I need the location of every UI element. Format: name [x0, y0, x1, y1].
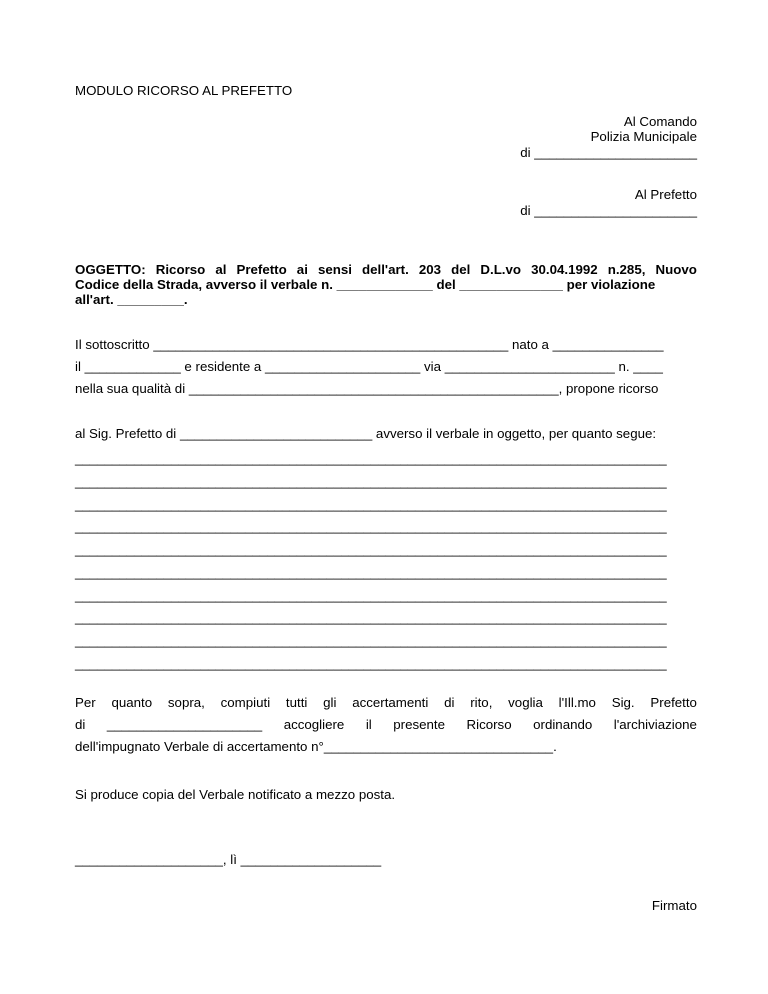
blank-line: ________________________________________________________________________________ — [75, 519, 667, 534]
blank-line: ________________________________________________________________________________ — [75, 451, 667, 466]
oggetto-line1 — [75, 262, 697, 278]
conclusion-line1-word: quanto — [111, 695, 153, 710]
oggetto-word: 203 — [418, 262, 442, 277]
recipient-prefetto-line1: Al Prefetto — [634, 187, 697, 202]
oggetto-word: dell'art. — [362, 262, 409, 277]
conclusion-line1-word: Per — [75, 695, 96, 710]
oggetto-word: sensi — [317, 262, 352, 277]
conclusion-line2-word: ordinando — [533, 717, 593, 732]
oggetto-word: al — [215, 262, 227, 277]
oggetto-word: OGGETTO: — [75, 262, 146, 277]
conclusion-line1-word: Prefetto — [650, 695, 697, 710]
luogo-data-line: ____________________, lì ___________________ — [75, 852, 382, 867]
conclusion-line1-word: l'Ill.mo — [558, 695, 596, 710]
conclusion-line1-word: di — [444, 695, 455, 710]
oggetto-word: Prefetto — [236, 262, 287, 277]
conclusion-line1-word: compiuti — [220, 695, 271, 710]
blank-line: ________________________________________________________________________________ — [75, 610, 667, 625]
oggetto-word: del — [451, 262, 471, 277]
conclusion-line1-word: tutti — [285, 695, 308, 710]
oggetto-line3: all'art. _________. — [75, 292, 188, 307]
oggetto-word: Ricorso — [155, 262, 206, 277]
recipient-comando-line2: Polizia Municipale — [590, 129, 697, 144]
conclusion-line2-word: presente — [393, 717, 446, 732]
conclusion-line2 — [75, 717, 697, 733]
blank-line: ________________________________________________________________________________ — [75, 474, 667, 489]
oggetto-line2: Codice della Strada, avverso il verbale n. _____________ del ______________ per violazione — [75, 277, 656, 292]
conclusion-line1-word: voglia — [508, 695, 543, 710]
conclusion-line2-word: accogliere — [283, 717, 345, 732]
recipient-comando-line1: Al Comando — [623, 114, 697, 129]
conclusion-line1 — [75, 695, 697, 711]
conclusion-line2-word: il — [365, 717, 372, 732]
document-title: MODULO RICORSO AL PREFETTO — [75, 83, 293, 98]
conclusion-line2-word: di — [75, 717, 86, 732]
conclusion-line1-word: gli — [323, 695, 337, 710]
recipient-comando-line3: di ______________________ — [520, 145, 697, 160]
sottoscritto-line: Il sottoscritto ________________________________________________ nato a _______________ — [75, 337, 664, 352]
oggetto-word: 30.04.1992 — [531, 262, 598, 277]
prefetto-line: al Sig. Prefetto di __________________________ avverso il verbale in oggetto, per quanto segue: — [75, 426, 657, 441]
conclusion-line1-word: sopra, — [167, 695, 205, 710]
blank-line: ________________________________________________________________________________ — [75, 633, 667, 648]
recipient-prefetto-line2: di ______________________ — [520, 203, 697, 218]
conclusion-line1-word: accertamenti — [352, 695, 429, 710]
conclusion-line2-word: l'archiviazione — [613, 717, 697, 732]
residente-line: il _____________ e residente a _____________________ via _______________________ n. ____ — [75, 359, 663, 374]
signature-label: Firmato — [651, 898, 697, 913]
oggetto-word: D.L.vo — [480, 262, 522, 277]
conclusion-line1-word: Sig. — [611, 695, 635, 710]
qualita-line: nella sua qualità di __________________________________________________, propone ricorso — [75, 381, 659, 396]
copia-line: Si produce copia del Verbale notificato a mezzo posta. — [75, 787, 396, 802]
conclusion-line3: dell'impugnato Verbale di accertamento n°_______________________________. — [75, 739, 557, 754]
blank-line: ________________________________________________________________________________ — [75, 565, 667, 580]
conclusion-line2-word: _____________________ — [106, 717, 263, 732]
blank-line: ________________________________________________________________________________ — [75, 656, 667, 671]
blank-line: ________________________________________________________________________________ — [75, 588, 667, 603]
oggetto-word: n.285, — [607, 262, 646, 277]
conclusion-line1-word: rito, — [470, 695, 493, 710]
blank-line: ________________________________________________________________________________ — [75, 497, 667, 512]
oggetto-word: ai — [296, 262, 308, 277]
conclusion-line2-word: Ricorso — [466, 717, 512, 732]
blank-line: ________________________________________________________________________________ — [75, 542, 667, 557]
oggetto-word: Nuovo — [655, 262, 697, 277]
